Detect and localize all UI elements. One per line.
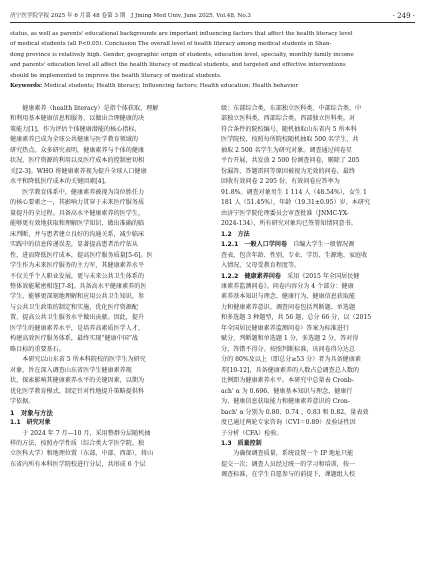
body-line: 健康素养（health literacy）是指个体获取、理解 [10,105,159,112]
keywords-line [10,81,415,91]
abstract-line: of medical students (all P<0.05). Conclusion The overall level of health literacy among medical students in Shan- [10,41,332,48]
keywords-label: Keywords: [10,83,43,90]
body-line: 于 2024 年 7 月—10 月，采用整群分层随机抽 [10,429,151,437]
body-line: 研究热点。众多研究表明，健康素养与个体的健康 [10,146,145,154]
body-line: 健康素养已成为全球公共健康与医学教育领域的 [10,136,138,144]
subsection-heading: 1.2.2 健康素养问卷 [221,272,282,280]
section-heading: 1 对象与方法 [10,408,53,417]
body-text: 采用《2015 年全国居民健 [281,272,360,280]
left-column [10,104,206,470]
body-line: 能够更有效地获取和理解医学知识，做出准确的临 [10,220,145,228]
body-line: 提交一次；调查人员经过统一的学习和培训，按一 [221,460,356,468]
body-line: 与公共卫生政策的制定和实施，优化医疗资源配 [10,303,138,311]
body-text: 自编大学生一般情况调 [287,241,355,249]
body-line: 和多选题 3 种题型，共 56 题，总分 66 分，以（2015 [221,314,372,322]
body-line: 对象，旨在深入调查山东省医学生健康素养现 [10,366,132,374]
body-line: 状，探索影响其健康素养水平的关键因素，以期为 [10,377,145,385]
body-line: 回收有效问卷 2 295 份，有效问卷应答率为 [221,178,340,186]
body-line: 床判断，并与患者建立良好的沟通关系，减少临床 [10,230,145,238]
body-line: 平台开展，共发放 2 500 份调查问卷，剔除了 205 [221,157,360,165]
header-rule [10,22,415,23]
body-line: 东省内所有本科医学院校进行分层，共形成 6 个层 [10,460,146,468]
body-line: 抽取 2 500 名学生为研究对象。调查通过问卷星 [221,146,353,154]
body-line: 年全国居民健康素养监测问卷）答案为标准进行 [221,324,349,332]
body-line: 医学教育体系中，健康素养被视为岗位胜任力 [10,188,145,196]
body-line: 分的 80%及以上（即总分≥53 分）者为具备健康素 [221,356,361,364]
body-line: 赋分，判断题和单选题 1 分，多选题 2 分，答对得 [221,335,359,343]
body-line: 的核心要素之一，其影响力贯穿于未来医疗服务质 [10,199,145,207]
body-line: 学依据。 [10,398,35,406]
body-line: 2024-134），所有研究对象均已签署知情同意书。 [221,220,357,228]
body-line: 性，进而降低医疗成本，提高医疗服务质量[5-6]。医 [10,251,153,259]
body-line: 本研究以山东省 5 所本科院校的医学生为研究 [10,356,146,364]
body-line: 符合条件的院校编号，随机抽取山东省内 5 所本科 [221,125,357,133]
body-line: 水平和降低医疗成本的关键因素[4]。 [10,178,111,186]
subsection-paragraph-line [221,240,417,250]
body-line: 度已通过两轮专家咨询（CVI＝0.89）及验证性因 [221,419,356,427]
body-line: 量提升的全过程。具备高水平健康素养的医学生， [10,209,145,217]
body-line: 医学生的健康素养水平，是培养高素质医学人才， [10,324,145,332]
subsection-paragraph-line [221,272,417,282]
body-line: 整体效能紧密相连[7-8]。具备高水平健康素养的医 [10,282,147,290]
body-line: 立医科大学）和地理位置（东部、中部、西部），将山 [10,450,154,458]
page-number: · 249 · [392,12,415,20]
subsection-heading: 1.1 研究对象 [10,419,51,427]
body-line: 子分析（CFA）检验。 [221,429,283,437]
body-line: 91.8%。调查对象男生 1 114 人（48.54%），女生 1 [221,188,367,196]
body-line: 学生作为未来医疗服务的主力军，其健康素养水平 [10,262,145,270]
body-line: 医学院校，按照每所院校随机抽取 500 名学生，共 [221,136,359,144]
body-line: 份漏答、答题雷同等原因被视为无效的问卷，最终 [221,167,356,175]
subsection-heading: 1.2.1 一般人口学问卷 [221,241,288,249]
english-abstract [10,29,415,92]
body-line: 调查标准，在学生自愿参与的前提下，课题组人校 [221,471,356,479]
subsection-heading: 1.2 方法 [221,230,250,238]
body-line: 状况、医疗资源的利用以及医疗成本的控制密切相 [10,157,145,165]
body-line: 关[2-3]。WHO 将健康素养视为提升全球人口健康 [10,167,147,175]
body-line: 置，提高公共卫生服务水平做出贡献。因此，提升 [10,314,145,322]
body-line: 略目标的重要基石。 [10,345,65,353]
body-line: 优化医学教育模式、制定针对性地提升策略提供科 [10,387,145,395]
abstract-line: dong province is relatively high. Gender, geographic origin of students, education level, specialty, monthly family income [10,51,354,58]
journal-citation: 济宁医学院学报 2025 年 6 月第 48 卷第 3 期 J Jining Med Univ, June 2025, Vol.48, No.3 [10,13,251,19]
body-line: 比例即为健康素养水平。本研究中总量表 Cronb- [221,377,354,385]
body-line: 养[10-12]，具备健康素养的人数占总调查总人数的 [221,366,360,374]
body-line: 和利用基本健康信息和服务，以做出合理健康的决 [10,115,145,123]
body-line: 181 人（51.45%），年龄（19.31±0.95）岁。本研究 [221,199,371,207]
body-line: 策能力[1]。作为评估个体健康潜能的核心指标， [10,125,141,133]
body-line: 级：东部综合类、东部独立医科类、中部综合类、中 [221,105,362,112]
subsection-heading: 1.3 质量控制 [221,440,262,447]
body-line: 为确保调查质量，系统设置一个 IP 地址只能 [221,450,354,458]
body-line: 分，答错不得分。按照判断标准，该问卷得分达总 [221,345,356,353]
body-line: 由济宁医学院伦理委员会审查批准（JNMC-YX- [221,209,349,217]
body-line: 样的方法，按照办学性质（综合类大学医学院、独 [10,440,145,447]
body-line: 康素养监测问卷》。问卷内容分为 4 个部分：健康 [221,282,354,290]
abstract-line: should be implemented to improve the health literacy of medical students. [10,72,222,79]
body-line: 实践中的信息传递误差，显著提高患者治疗依从 [10,241,138,249]
body-line: 不仅关乎个人职业发展，更与未来公共卫生体系的 [10,272,145,280]
abstract-line: and parents' education level all affect the health literacy of medical students, and targeted and effective interventions [10,62,346,69]
body-line: 部独立医科类、西部综合类、西部独立医科类。对 [221,115,356,123]
body-line: 为、健康信息获取能力和健康素养意识的 Cron- [221,398,350,406]
body-line: ach' α 为 0.696，健康基本知识与理念、健康行 [221,387,353,395]
body-line: 构建高效医疗服务体系，最终实现“健康中国”战 [10,335,139,343]
right-column [221,104,417,481]
body-line: 学生，能够更深刻地理解和应用公共卫生知识，参 [10,293,145,301]
body-line: 素养基本知识与理念、健康行为、健康信息获取能 [221,293,356,301]
abstract-line: status, as well as parents' educational backgrounds are important influencing factors that affect the health literacy level [10,31,353,37]
body-line: 查表，包含年龄、性别、专业、学历、生源地、家庭收 [221,251,368,259]
body-line: bach' α 分别为 0.80、0.74 、0.83 和 0.82。量表效 [221,408,369,416]
keywords-text: Medical students; Health literacy; Influencing factors; Health education; Health behavior [42,83,299,90]
body-line: 力和健康素养意识。调查问卷包括判断题、单选题 [221,303,356,311]
running-header [10,11,415,22]
body-line: 入情况、父母受教育程度等。 [221,262,301,270]
